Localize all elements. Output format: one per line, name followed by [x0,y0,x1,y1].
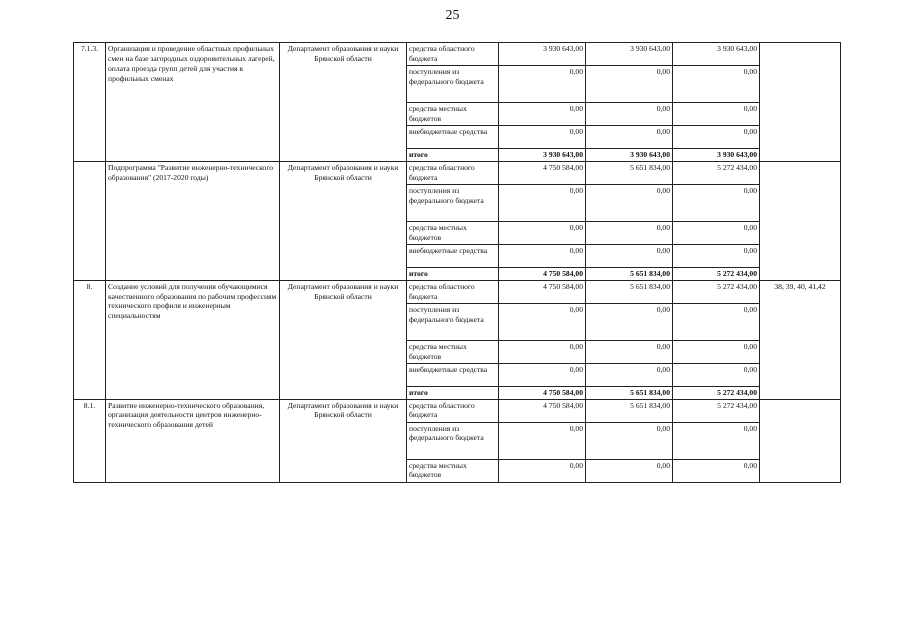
value-cell: 3 930 643,00 [499,43,586,66]
total-value-cell: 5 272 434,00 [673,386,760,399]
value-cell: 0,00 [586,363,673,386]
value-cell: 0,00 [586,221,673,244]
funding-source: поступления из федерального бюджета [407,66,499,103]
value-cell: 3 930 643,00 [673,43,760,66]
funding-source: средства местных бюджетов [407,459,499,482]
value-cell: 0,00 [499,303,586,340]
table-row [74,280,841,303]
funding-source-total: итого [407,267,499,280]
value-cell: 0,00 [673,459,760,482]
funding-source: внебюджетные средства [407,244,499,267]
activity-name: Организация и проведение областных профильных смен на базе загородных оздоровительных лагерей, оплата проезда групп детей для участия в профильных сменах [106,43,280,162]
value-cell: 0,00 [586,184,673,221]
funding-source: средства местных бюджетов [407,103,499,126]
activity-name: Развитие инженерно-технического образования, организация деятельности центров инженерно-технического образования детей [106,399,280,482]
funding-source: средства областного бюджета [407,161,499,184]
item-number: 7.1.3. [74,43,106,162]
value-cell: 5 651 834,00 [586,399,673,422]
funding-source: средства областного бюджета [407,43,499,66]
value-cell: 3 930 643,00 [586,43,673,66]
funding-source: поступления из федерального бюджета [407,303,499,340]
funding-source: внебюджетные средства [407,363,499,386]
value-cell: 4 750 584,00 [499,280,586,303]
value-cell: 0,00 [499,184,586,221]
funding-source-total: итого [407,386,499,399]
indicator-numbers [760,399,841,482]
value-cell: 0,00 [673,126,760,149]
funding-source: внебюджетные средства [407,126,499,149]
value-cell: 0,00 [673,66,760,103]
responsible-department: Департамент образования и науки Брянской области [280,280,407,399]
value-cell: 0,00 [673,340,760,363]
item-number: 8. [74,280,106,399]
funding-source-total: итого [407,149,499,162]
indicator-numbers: 38, 39, 40, 41,42 [760,280,841,399]
total-value-cell: 4 750 584,00 [499,386,586,399]
total-value-cell: 5 272 434,00 [673,267,760,280]
funding-source: поступления из федерального бюджета [407,422,499,459]
value-cell: 0,00 [586,459,673,482]
total-value-cell: 3 930 643,00 [586,149,673,162]
value-cell: 5 272 434,00 [673,399,760,422]
value-cell: 0,00 [586,66,673,103]
value-cell: 5 651 834,00 [586,280,673,303]
value-cell: 0,00 [586,422,673,459]
activity-name: Подпрограмма "Развитие инженерно-технического образования" (2017-2020 годы) [106,161,280,280]
value-cell: 0,00 [499,126,586,149]
item-number: 8.1. [74,399,106,482]
item-number [74,161,106,280]
value-cell: 0,00 [586,103,673,126]
responsible-department: Департамент образования и науки Брянской области [280,161,407,280]
page-number: 25 [445,8,460,23]
activity-name: Создание условий для получения обучающимися качественного образования по рабочим профессиям технического профиля и инженерным специальностям [106,280,280,399]
table-row [74,161,841,184]
value-cell: 0,00 [499,244,586,267]
value-cell: 0,00 [586,340,673,363]
value-cell: 0,00 [673,422,760,459]
value-cell: 0,00 [673,103,760,126]
total-value-cell: 5 651 834,00 [586,386,673,399]
value-cell: 0,00 [673,363,760,386]
funding-source: средства областного бюджета [407,399,499,422]
total-value-cell: 4 750 584,00 [499,267,586,280]
total-value-cell: 3 930 643,00 [499,149,586,162]
budget-table [73,42,841,483]
responsible-department: Департамент образования и науки Брянской области [280,43,407,162]
table-row [74,399,841,422]
value-cell: 4 750 584,00 [499,399,586,422]
value-cell: 0,00 [499,422,586,459]
value-cell: 0,00 [499,459,586,482]
funding-source: средства местных бюджетов [407,340,499,363]
total-value-cell: 5 651 834,00 [586,267,673,280]
value-cell: 0,00 [499,340,586,363]
indicator-numbers [760,43,841,162]
value-cell: 4 750 584,00 [499,161,586,184]
value-cell: 0,00 [673,303,760,340]
value-cell: 0,00 [586,303,673,340]
indicator-numbers [760,161,841,280]
responsible-department: Департамент образования и науки Брянской области [280,399,407,482]
value-cell: 0,00 [499,66,586,103]
value-cell: 0,00 [586,126,673,149]
value-cell: 5 272 434,00 [673,161,760,184]
value-cell: 0,00 [586,244,673,267]
value-cell: 5 272 434,00 [673,280,760,303]
value-cell: 0,00 [499,221,586,244]
value-cell: 0,00 [499,363,586,386]
value-cell: 0,00 [499,103,586,126]
funding-source: поступления из федерального бюджета [407,184,499,221]
total-value-cell: 3 930 643,00 [673,149,760,162]
value-cell: 0,00 [673,184,760,221]
table-row [74,43,841,66]
value-cell: 5 651 834,00 [586,161,673,184]
funding-source: средства областного бюджета [407,280,499,303]
value-cell: 0,00 [673,244,760,267]
funding-source: средства местных бюджетов [407,221,499,244]
value-cell: 0,00 [673,221,760,244]
